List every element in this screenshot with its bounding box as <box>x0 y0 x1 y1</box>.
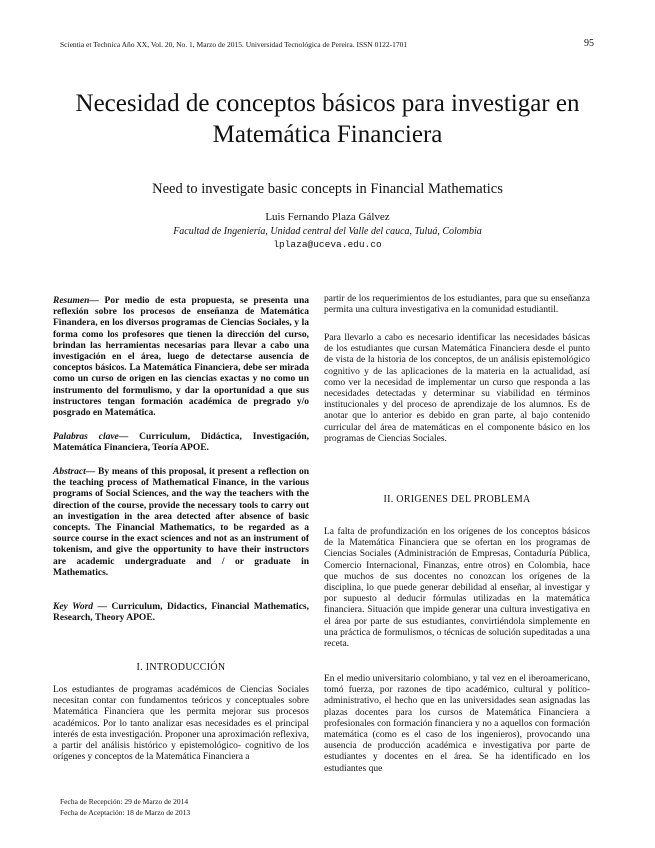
running-header: Scientia et Technica Año XX, Vol. 20, No. 1, Marzo de 2015. Universidad Tecnológica de Pereira. ISSN 0122-1701 <box>60 40 408 49</box>
page-number: 95 <box>584 38 594 49</box>
keywords-english-label: Key Word <box>53 602 94 612</box>
keywords-spanish-label: Palabras clave— <box>53 432 129 442</box>
abstract-english-label: Abstract— <box>53 467 96 477</box>
abstract-spanish <box>53 296 309 419</box>
paper-subtitle: Need to investigate basic concepts in Financial Mathematics <box>152 181 503 197</box>
abstract-english-text: By means of this proposal, it present a reflection on the teaching process of Mathematical Finance, in the various programs of Social Sciences, and the way the teachers with the direction of the course, provide the necessary tools to carry out an investigation in the area detected after absence of basic concepts. The Financial Mathematics, to be regarded as a source course in the exact sciences and not as an instrument of tokenism, and give the opportunity to have their instructors are academic undergraduate and / or graduate in Mathematics. <box>53 467 309 578</box>
keywords-spanish-text: Curriculum, Didáctica, Investigación, Matemática Financiera, Teoría APOE. <box>53 432 309 454</box>
abstract-spanish-label: Resumen— <box>53 296 99 306</box>
keywords-english-text: — Curriculum, Didactics, Financial Mathematics, Research, Theory APOE. <box>53 602 309 624</box>
keywords-spanish <box>53 432 309 454</box>
received-date: Fecha de Recepción: 29 de Marzo de 2014 <box>60 797 189 806</box>
right-paragraph-2: Para llevarlo a cabo es necesario identificar las necesidades básicas de los estudiantes que cursan Matemática Financiera desde el punto de vista de la historia de los conceptos, de un análisis epistemológico cognitivo y de las aplicaciones de la materia en la actualidad, así como ver la necesidad de implementar un curso que responda a las necesidades detectadas y determinar su viabilidad en términos institucionales y del proceso de aprendizaje de los alumnos. Es de anotar que lo anterior es debido en gran parte, al bajo contenido curricular del área de matemáticas en el componente básico en los programas de Ciencias Sociales. <box>324 333 590 444</box>
author-affiliation: Facultad de Ingeniería, Unidad central del Valle del cauca, Tuluá, Colombia <box>173 226 482 237</box>
introduction-paragraph: Los estudiantes de programas académicos de Ciencias Sociales necesitan contar con fundamentos teóricos y conceptuales sobre Matemática Financiera que les permita mejorar sus procesos académicos. Por lo tanto analizar esas necesidades es el principal interés de esta investigación. Proponer una aproximación reflexiva, a partir del análisis histórico y epistemológico- cognitivo de los orígenes y conceptos de la Matemática Financiera a <box>53 685 309 763</box>
author-email: lplaza@uceva.edu.co <box>273 239 382 250</box>
paper-title: Necesidad de conceptos básicos para investigar en Matemática Financiera <box>75 90 580 148</box>
abstract-english <box>53 467 309 579</box>
author-name: Luis Fernando Plaza Gálvez <box>265 211 390 223</box>
accepted-date: Fecha de Aceptación: 18 de Marzo de 2013 <box>60 808 191 817</box>
abstract-spanish-text: Por medio de esta propuesta, se presenta una reflexión sobre los procesos de enseñanza de Matemática Finandera, en los diversos programas de Ciencias Sociales, y la forma como los profesores que tienen la dirección del curso, brindan las herramientas necesarias para llevar a cabo una investigación en el área, luego de detectarse ausencia de conceptos básicos. La Matemática Financiera, debe ser mirada como un curso de origen en las ciencias exactas y no como un instrumento del formulismo, y dar la oportunidad a que sus instructores tengan formación académica de pregrado y/o posgrado en Matemática. <box>53 296 309 419</box>
keywords-english <box>53 602 309 624</box>
section-heading-origins: II. ORIGENES DEL PROBLEMA <box>383 494 531 505</box>
origins-paragraph-2: En el medio universitario colombiano, y tal vez en el iberoamericano, tomó fuerza, por razones de tipo académico, cultural y político-administrativo, el hecho que en las universidades sean asignadas las plazas docentes para los cursos de Matemática Financiera a profesionales con formación financiera y no a aquellos con formación matemática (como es el caso de los ingenieros), provocando una ausencia de producción académica e investigativa por parte de estudiantes y docentes en el área. Se ha identificado en los estudiantes que <box>324 674 590 774</box>
origins-paragraph-1: La falta de profundización en los orígenes de los conceptos básicos de la Matemática Financiera que se ofertan en los programas de Ciencias Sociales (Administración de Empresas, Contaduría Pública, Comercio Internacional, Finanzas, entre otros) en Colombia, hace que muchos de sus docentes no conozcan los orígenes de la disciplina, lo que puede generar debilidad al enseñar, al investigar y por supuesto al deducir fórmulas utilizadas en la matemática financiera. Situación que impide generar una cultura investigativa en el área por parte de sus estudiantes, convirtiéndola simplemente en una práctica de formulismos, o técnicas de solución supeditadas a una receta. <box>324 527 590 650</box>
section-heading-introduction: I. INTRODUCCIÓN <box>136 662 226 673</box>
right-paragraph-1: partir de los requerimientos de los estudiantes, para que su enseñanza permita una cultura investigativa en la comunidad estudiantil. <box>324 294 590 316</box>
